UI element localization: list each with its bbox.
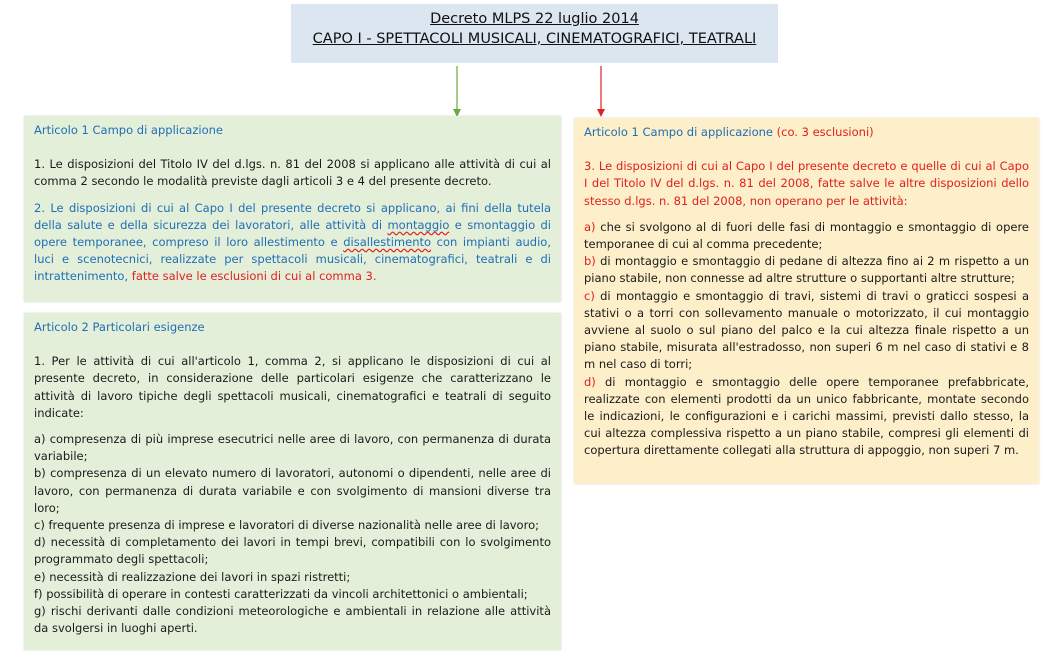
exclusion-item	[584, 288, 1029, 374]
exclusions-heading-note: (co. 3 esclusioni)	[776, 125, 874, 139]
article-1-exclusions-box	[574, 118, 1039, 484]
article-2-item: c) frequente presenza di imprese e lavoratori di diverse nazionalità nelle aree di lavoro;	[34, 518, 539, 533]
article-2-heading: Articolo 2 Particolari esigenze	[34, 320, 205, 334]
article-1-p2-wavy: montaggio	[387, 217, 450, 232]
connector-arrows	[0, 0, 1061, 130]
article-2-item: b) compresenza di un elevato numero di lavoratori, autonomi o dipendenti, nelle aree di lavoro, con permanenza di durata variabile e con svolgimento di mansioni diverse tra loro;	[34, 466, 551, 515]
article-1-p2-red: fatte salve le esclusioni di cui al comma 3.	[131, 269, 377, 284]
article-2-item: d) necessità di completamento dei lavori in tempi brevi, compatibili con lo svolgimento programmato degli spettacoli;	[34, 535, 551, 567]
exclusion-item-letter: d)	[584, 374, 596, 389]
title-line-1: Decreto MLPS 22 luglio 2014	[430, 11, 639, 27]
article-2-item: f) possibilità di operare in contesti caratterizzati da vincoli architettonici o ambientali;	[34, 586, 528, 601]
article-1-paragraph-1: 1. Le disposizioni del Titolo IV del d.lgs. n. 81 del 2008 si applicano alle attività di cui al comma 2 secondo le modalità previste dagli articoli 3 e 4 del presente decreto.	[34, 157, 551, 189]
exclusions-heading-title: Articolo 1 Campo di applicazione	[584, 125, 773, 139]
exclusion-item-letter: b)	[584, 254, 596, 269]
article-2-intro: 1. Per le attività di cui all'articolo 1, comma 2, si applicano le disposizioni di cui al presente decreto, in considerazione delle particolari esigenze che caratterizzano le attività di lavoro tipiche degli spettacoli musicali, cinematografici e teatrali di seguito indicate:	[34, 354, 551, 420]
article-1-p2-text-a: 2. Le disposizioni di cui al Capo I del presente decreto si applicano, ai fini della tutela della salute e della sicurezza dei lavoratori, alle attività di	[34, 200, 551, 232]
exclusion-item	[584, 219, 1029, 253]
exclusions-intro: 3. Le disposizioni di cui al Capo I del presente decreto e quelle di cui al Capo I del Titolo IV del d.lgs. n. 81 del 2008, fatte salve le altre disposizioni dello stesso d.lgs. n. 81 del 2008, non operano per le attività:	[584, 159, 1029, 208]
exclusion-item-letter: c)	[584, 288, 595, 303]
exclusion-item-text: di montaggio e smontaggio di pedane di altezza fino ai 2 m rispetto a un piano stabile, non connesse ad altre strutture o supportanti altre strutture;	[584, 254, 1029, 286]
exclusions-heading	[584, 124, 1029, 141]
article-2-item: g) rischi derivanti dalle condizioni meteorologiche e ambientali in relazione alle attività da svolgersi in luoghi aperti.	[34, 604, 551, 636]
article-2-item: a) compresenza di più imprese esecutrici nelle aree di lavoro, con permanenza di durata variabile;	[34, 432, 551, 464]
exclusion-item-text: di montaggio e smontaggio delle opere temporanee prefabbricate, realizzate con elementi prodotti da un unico fabbricante, montate secondo le indicazioni, le configurazioni e i carichi massimi, previsti dallo stesso, la cui altezza complessiva rispetto a un piano stabile, compresi gli elementi di copertura direttamente collegati alla struttura di appoggio, non superi 7 m.	[584, 374, 1029, 458]
article-1-box	[24, 116, 561, 302]
article-1-p2-text-c: con impianti audio, luci e scenotecnici, realizzate per spettacoli musicali, cinematografici, teatrali e di intrattenimento,	[34, 235, 551, 284]
title-line-2: CAPO I - SPETTACOLI MUSICALI, CINEMATOGRAFICI, TEATRALI	[312, 31, 757, 47]
article-1-heading: Articolo 1 Campo di applicazione	[34, 123, 223, 137]
exclusion-item-text: che si svolgono al di fuori delle fasi di montaggio e smontaggio di opere temporanee di cui al comma precedente;	[584, 219, 1029, 252]
arrowhead-red	[597, 109, 605, 117]
exclusion-item	[584, 374, 1029, 460]
article-2-item: e) necessità di realizzazione dei lavori in spazi ristretti;	[34, 569, 351, 584]
exclusion-item	[584, 253, 1029, 287]
article-1-paragraph-2	[34, 200, 551, 286]
article-2-box	[24, 313, 561, 650]
exclusion-item-text: di montaggio e smontaggio di travi, sistemi di travi o graticci sospesi a stativi o a torri con sollevamento manuale o motorizzato, il cui montaggio avviene al suolo o sul piano del palco e la cui altezza finale rispetto a un piano stabile, misurata all'estradosso, non superi 6 m nel caso di stativi e 8 m nel caso di torri;	[584, 288, 1029, 372]
article-1-p2-text-b: e smontaggio di opere temporanee, compreso il loro allestimento e	[34, 217, 551, 250]
article-1-p2-wavy-2: disallestimento	[343, 235, 432, 250]
exclusion-item-letter: a)	[584, 219, 596, 234]
